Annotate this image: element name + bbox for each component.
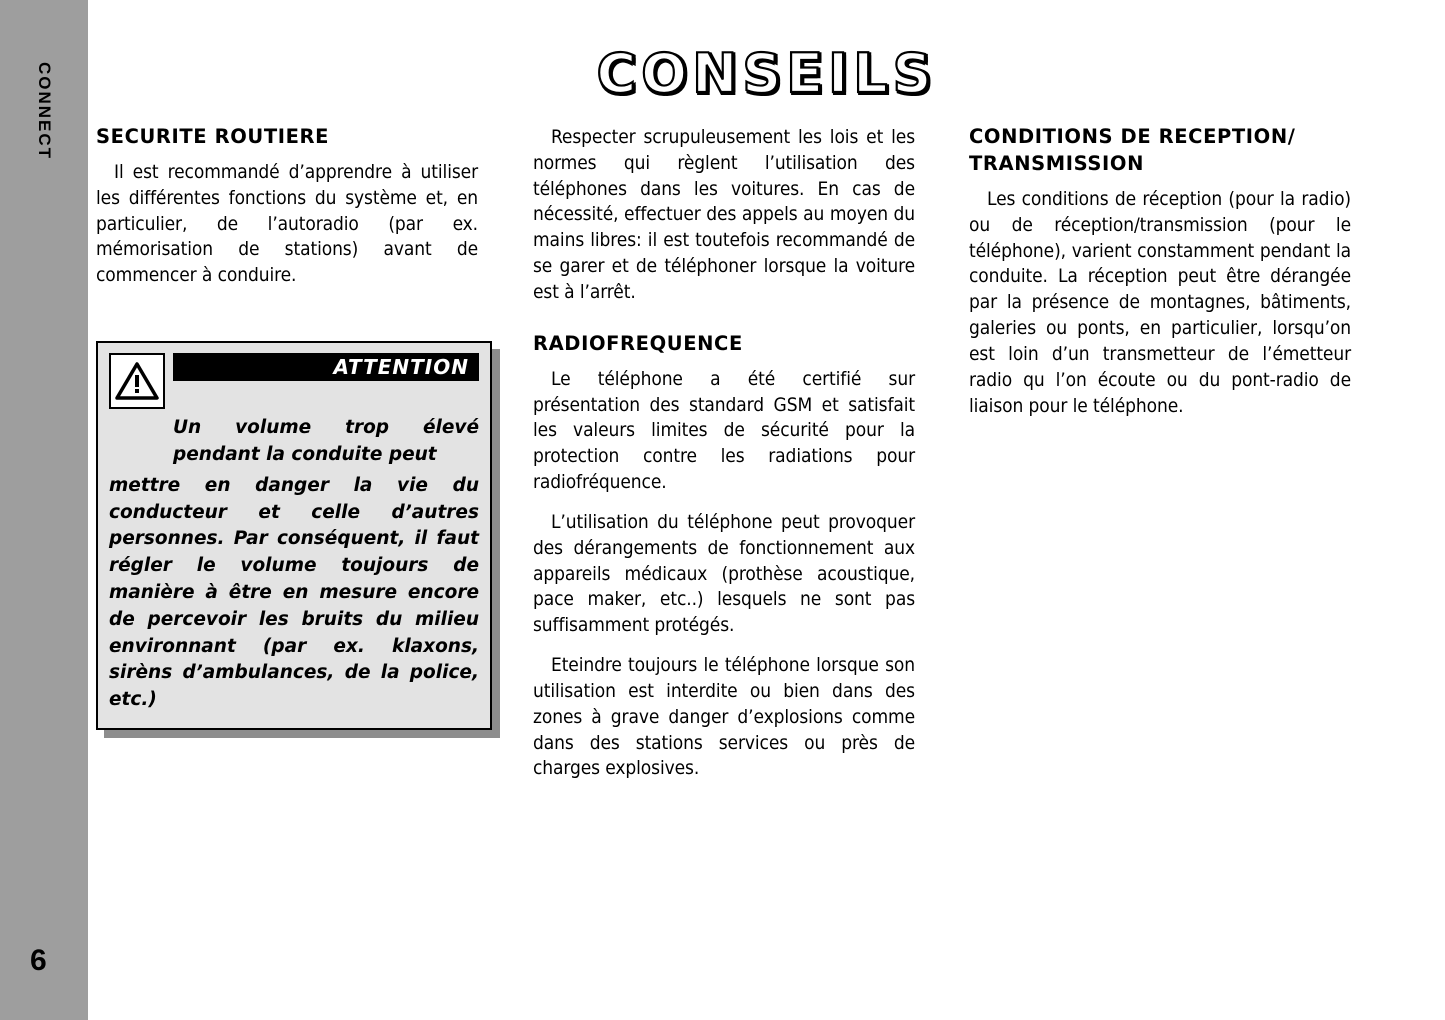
section-heading-securite-routiere: SECURITE ROUTIERE bbox=[96, 125, 330, 148]
paragraph-appareils-medicaux: L’utilisation du téléphone peut provoquer des dérangements de fonctionnement aux appareils médicaux (prothèse acoustique, pace maker, etc..) lesquels ne sont pas suffisamment protégés. bbox=[533, 510, 915, 637]
attention-lead-text: Un volume trop élevé pendant la conduite peut bbox=[173, 417, 479, 465]
warning-triangle-icon bbox=[109, 353, 165, 409]
paragraph-lois-normes: Respecter scrupuleusement les lois et les normes qui règlent l’utilisation des téléphones dans les voitures. En cas de nécessité, effectuer des appels au moyen du mains libres: il est toutefois recommandé de se garer et de téléphoner lorsque la voiture est à l’arrêt. bbox=[533, 126, 915, 303]
column-three bbox=[969, 125, 1351, 419]
attention-callout bbox=[96, 341, 492, 730]
page-title: CONSEILS bbox=[596, 42, 937, 105]
side-tab-bar bbox=[0, 0, 88, 1020]
paragraph-securite-routiere: Il est recommandé d’apprendre à utiliser les différentes fonctions du système et, en particulier, de l’autoradio (par ex. mémorisation de stations) avant de commencer à conduire. bbox=[96, 160, 478, 287]
page-number: 6 bbox=[30, 944, 47, 977]
section-heading-conditions-line2: TRANSMISSION bbox=[969, 151, 1144, 175]
side-tab-label: CONNECT bbox=[35, 61, 54, 161]
column-one bbox=[96, 125, 478, 730]
content-columns bbox=[96, 125, 1416, 985]
column-two bbox=[533, 125, 915, 782]
paragraph-conditions-reception: Les conditions de réception (pour la radio) ou de réception/transmission (pour le téléphone), varient constamment pendant la conduite. La réception peut être dérangée par la présence de montagnes, bâtiments, galeries ou ponts, en particulier, lorsqu’on est loin d’un transmetteur de l’émetteur radio qu l’on écoute ou du pont-radio de liaison pour le téléphone. bbox=[969, 187, 1351, 417]
attention-title: ATTENTION bbox=[173, 353, 479, 381]
attention-body-text: mettre en danger la vie du conducteur et celle d’autres personnes. Par conséquent, il faut régler le volume toujours de manière à être en mesure encore de percevoir les bruits du milieu environnant (par ex. klaxons, sirèns d’ambulances, de la police, etc.) bbox=[109, 474, 479, 711]
paragraph-zones-explosions: Eteindre toujours le téléphone lorsque son utilisation est interdite ou bien dans des zones à grave danger d’explosions comme dans des stations services ou près de charges explosives. bbox=[533, 654, 915, 780]
section-heading-conditions-line1: CONDITIONS DE RECEPTION/ bbox=[969, 125, 1296, 148]
section-heading-radiofrequence: RADIOFREQUENCE bbox=[533, 331, 743, 355]
paragraph-certification-gsm: Le téléphone a été certifié sur présentation des standard GSM et satisfait les valeurs limites de sécurité pour la protection contre les radiations pour radiofréquence. bbox=[533, 367, 915, 494]
